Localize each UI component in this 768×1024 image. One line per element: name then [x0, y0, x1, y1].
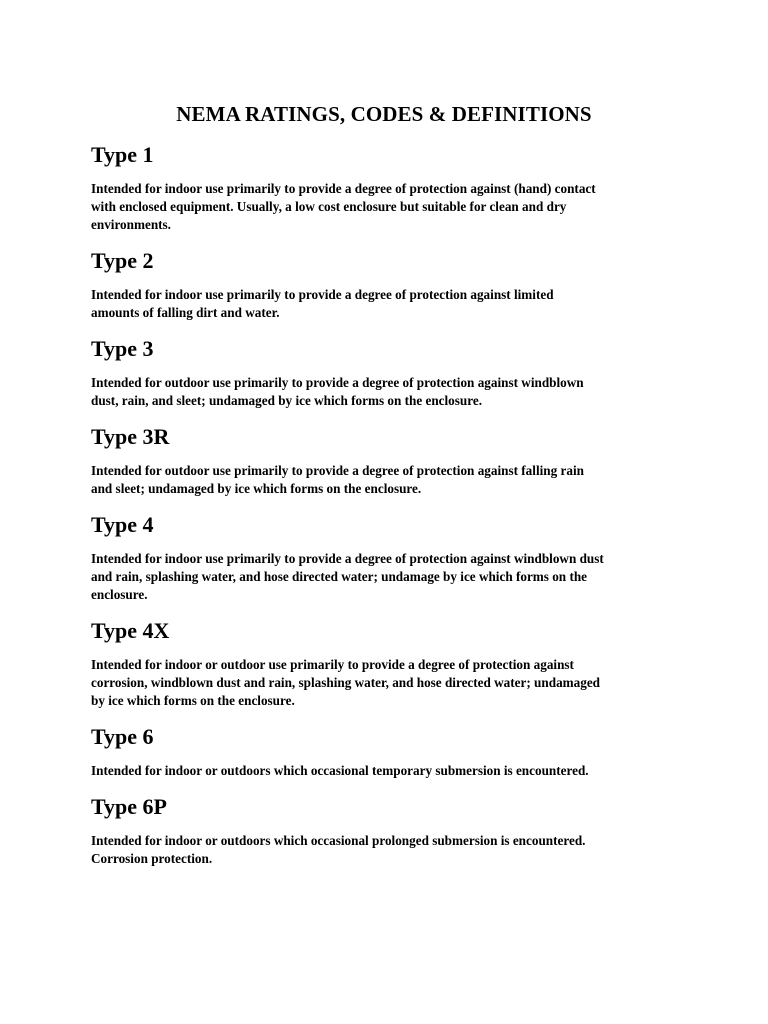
section-type-3r [91, 424, 691, 498]
desc-line: Intended for indoor or outdoor use primarily to provide a degree of protection against [91, 657, 574, 672]
section-heading: Type 4X [91, 618, 170, 643]
section-type-3 [91, 336, 691, 410]
section-description [91, 462, 691, 498]
section-type-4x [91, 618, 691, 710]
section-description [91, 656, 691, 710]
section-description [91, 374, 691, 410]
desc-line: environments. [91, 217, 171, 232]
section-description [91, 286, 691, 322]
desc-line: Intended for outdoor use primarily to provide a degree of protection against windblown [91, 375, 584, 390]
section-heading: Type 3 [91, 336, 154, 361]
page-title: NEMA RATINGS, CODES & DEFINITIONS [176, 102, 592, 126]
desc-line: amounts of falling dirt and water. [91, 305, 280, 320]
section-heading: Type 4 [91, 512, 154, 537]
desc-line: corrosion, windblown dust and rain, splashing water, and hose directed water; undamaged [91, 675, 601, 690]
desc-line: Corrosion protection. [91, 851, 213, 866]
desc-line: and sleet; undamaged by ice which forms on the enclosure. [91, 481, 422, 496]
section-type-6p [91, 794, 691, 868]
section-description [91, 762, 691, 780]
desc-line: and rain, splashing water, and hose directed water; undamage by ice which forms on the [91, 569, 588, 584]
section-heading: Type 6P [91, 794, 167, 819]
section-type-2 [91, 248, 691, 322]
section-description [91, 832, 691, 868]
section-heading: Type 6 [91, 724, 154, 749]
desc-line: with enclosed equipment. Usually, a low cost enclosure but suitable for clean and dry [91, 199, 567, 214]
desc-line: Intended for outdoor use primarily to provide a degree of protection against falling rain [91, 463, 584, 478]
section-type-4 [91, 512, 691, 604]
section-heading: Type 1 [91, 142, 154, 167]
desc-line: Intended for indoor use primarily to provide a degree of protection against limited [91, 287, 554, 302]
section-description [91, 550, 691, 604]
section-description [91, 180, 691, 234]
desc-line: Intended for indoor or outdoors which occasional temporary submersion is encountered. [91, 763, 589, 778]
desc-line: dust, rain, and sleet; undamaged by ice which forms on the enclosure. [91, 393, 483, 408]
section-heading: Type 2 [91, 248, 154, 273]
section-type-1 [91, 142, 691, 234]
desc-line: Intended for indoor use primarily to provide a degree of protection against windblown dust [91, 551, 604, 566]
desc-line: enclosure. [91, 587, 148, 602]
desc-line: Intended for indoor or outdoors which occasional prolonged submersion is encountered. [91, 833, 586, 848]
section-type-6 [91, 724, 691, 780]
desc-line: by ice which forms on the enclosure. [91, 693, 295, 708]
desc-line: Intended for indoor use primarily to provide a degree of protection against (hand) contact [91, 181, 596, 196]
section-heading: Type 3R [91, 424, 170, 449]
